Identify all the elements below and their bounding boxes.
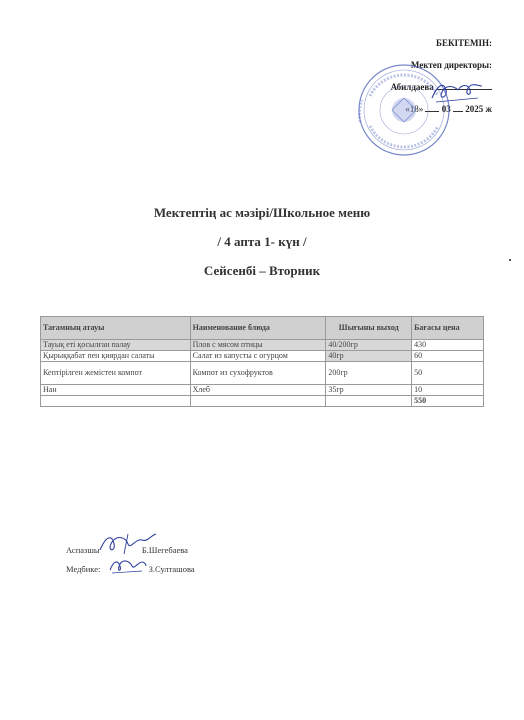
cell-dish-kz: Кептірілген жемістен компот <box>41 362 191 385</box>
cell-empty <box>190 396 326 407</box>
cell-portion: 40/200гр <box>326 340 412 351</box>
approval-heading: БЕКІТЕМІН: <box>436 38 492 48</box>
cell-dish-ru: Компот из сухофруктов <box>190 362 326 385</box>
approval-date-month: 03 <box>441 104 451 114</box>
cell-price: 60 <box>412 351 484 362</box>
cell-portion: 200гр <box>326 362 412 385</box>
table-row <box>41 362 484 385</box>
menu-table <box>40 316 484 407</box>
title-line-1: Мектептің ас мәзірі/Школьное меню <box>153 205 371 220</box>
cook-signature <box>98 532 158 556</box>
nurse-name: З.Султашова <box>148 564 195 574</box>
nurse-label: Медбике: <box>66 564 101 574</box>
cell-empty <box>41 396 191 407</box>
cook-name: Б.Шегебаева <box>141 545 188 555</box>
header-dish-ru: Наименование блюда <box>190 317 326 340</box>
scan-dot <box>509 259 511 261</box>
table-row <box>41 351 484 362</box>
cell-portion: 40гр <box>326 351 412 362</box>
table-row <box>41 385 484 396</box>
cell-dish-ru: Хлеб <box>190 385 326 396</box>
title-line-3: Сейсенбі – Вторник <box>203 263 321 278</box>
header-dish-kz: Тағамның атауы <box>41 317 191 340</box>
approval-date-year: 2025 ж <box>465 104 492 114</box>
cook-label: Аспазшы <box>66 545 100 555</box>
cell-dish-ru: Плов с мясом птицы <box>190 340 326 351</box>
nurse-signature <box>108 556 148 576</box>
title-line-2: / 4 апта 1- күн / <box>217 234 307 249</box>
approval-date-day: «18» <box>405 104 424 114</box>
cell-portion: 35гр <box>326 385 412 396</box>
cell-total: 550 <box>412 396 484 407</box>
header-portion: Шығыны выход <box>326 317 412 340</box>
director-signature <box>428 78 488 108</box>
cell-empty <box>326 396 412 407</box>
cell-price: 430 <box>412 340 484 351</box>
school-stamp <box>340 60 460 160</box>
table-row <box>41 340 484 351</box>
cell-dish-kz: Тауық еті қосылған палау <box>41 340 191 351</box>
table-header-row <box>41 317 484 340</box>
header-price: Бағасы цена <box>412 317 484 340</box>
approval-name: Абилдаева <box>390 82 434 92</box>
cell-price: 10 <box>412 385 484 396</box>
table-total-row <box>41 396 484 407</box>
cell-dish-kz: Қырыққабат пен қиярдан салаты <box>41 351 191 362</box>
menu-title <box>0 198 524 285</box>
cell-dish-ru: Салат из капусты с огурцом <box>190 351 326 362</box>
cell-price: 50 <box>412 362 484 385</box>
cell-dish-kz: Нан <box>41 385 191 396</box>
approval-position: Мектеп директоры: <box>410 60 492 70</box>
